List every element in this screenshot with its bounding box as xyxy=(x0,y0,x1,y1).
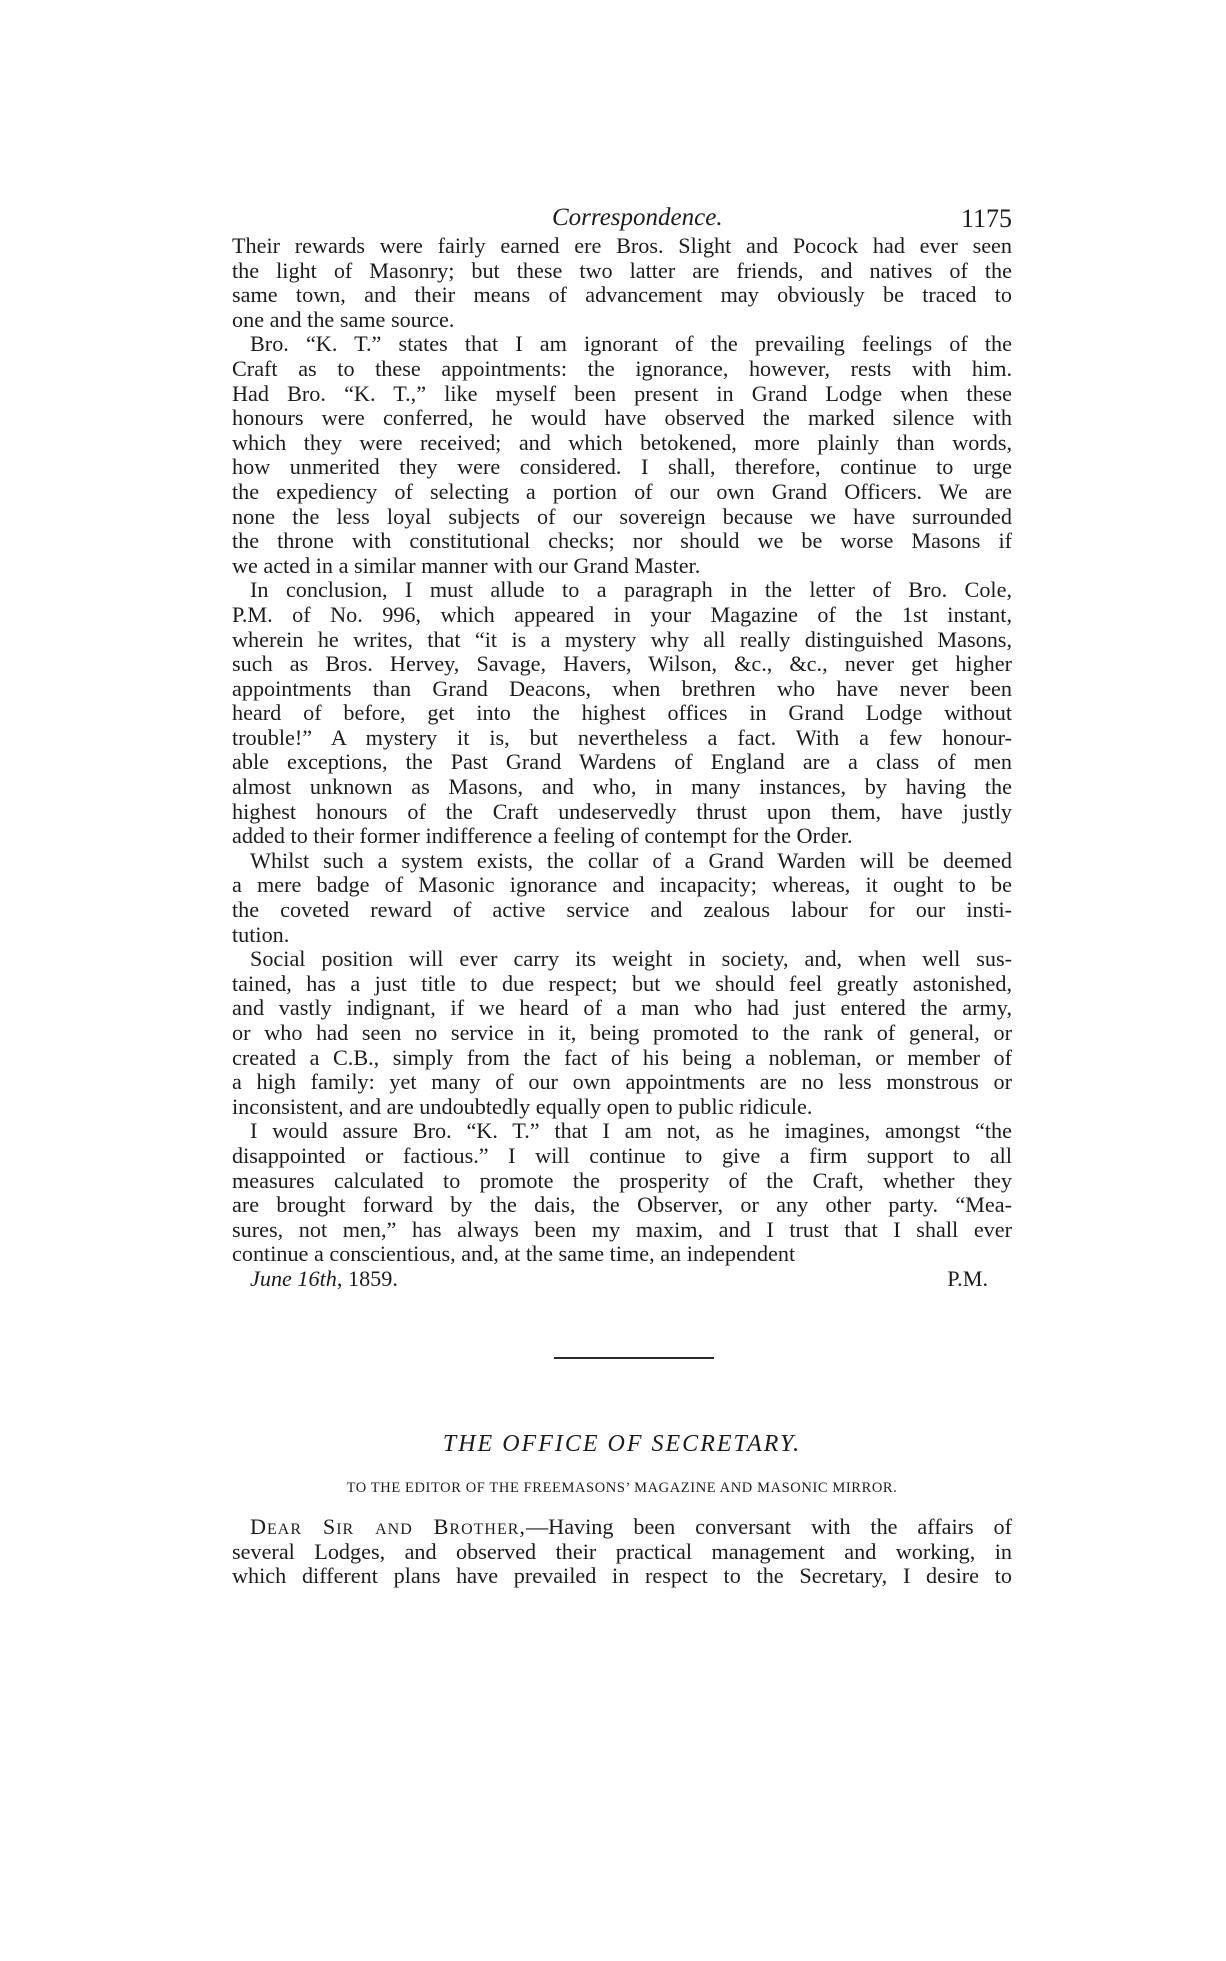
text-line: same town, and their means of advancement may obviously be traced to xyxy=(232,282,1012,308)
text-line: the throne with constitutional checks; nor should we be worse Masons if xyxy=(232,528,1012,554)
text-line: a high family: yet many of our own appointments are no less monstrous or xyxy=(232,1069,1012,1095)
text-line: which they were received; and which betokened, more plainly than words, xyxy=(232,429,1012,455)
text-line: honours were conferred, he would have observed the marked silence with xyxy=(232,405,1012,431)
text-line: wherein he writes, that “it is a mystery why all really distinguished Masons, xyxy=(232,626,1012,652)
paragraph xyxy=(232,849,1012,947)
text-line: the expediency of selecting a portion of our own Grand Officers. We are xyxy=(232,478,1012,504)
text-line: Social position will ever carry its weight in society, and, when well sus- xyxy=(250,946,1012,972)
text-line: Had Bro. “K. T.,” like myself been present in Grand Lodge when these xyxy=(232,380,1012,406)
section-divider xyxy=(554,1357,714,1359)
section-address: TO THE EDITOR OF THE FREEMASONS’ MAGAZINE AND MASONIC MIRROR. xyxy=(346,1479,898,1496)
paragraph xyxy=(232,1119,1012,1267)
text-line: one and the same source. xyxy=(232,306,455,332)
letter-signoff xyxy=(232,1267,1012,1293)
text-line: we acted in a similar manner with our Grand Master. xyxy=(232,552,701,578)
text-line: appointments than Grand Deacons, when brethren who have never been xyxy=(232,675,1012,701)
paragraph xyxy=(232,578,1012,849)
text-line: measures calculated to promote the prosperity of the Craft, whether they xyxy=(232,1167,1012,1193)
running-head-title: Correspondence. xyxy=(552,204,723,231)
section-body xyxy=(232,1515,1012,1589)
text-line: and vastly indignant, if we heard of a man who had just entered the army, xyxy=(232,995,1012,1021)
text-line: the coveted reward of active service and zealous labour for our insti- xyxy=(232,897,1012,923)
page xyxy=(232,190,1012,1589)
letter-date-year: , 1859. xyxy=(336,1265,398,1291)
text-line: how unmerited they were considered. I shall, therefore, continue to urge xyxy=(232,454,1012,480)
paragraph xyxy=(232,234,1012,332)
text-line: are brought forward by the dais, the Observer, or any other party. “Mea- xyxy=(232,1192,1012,1218)
text-line: such as Bros. Hervey, Savage, Havers, Wilson, &c., &c., never get higher xyxy=(232,651,1012,677)
text-line: P.M. of No. 996, which appeared in your Magazine of the 1st instant, xyxy=(232,601,1012,627)
text-line: created a C.B., simply from the fact of his being a nobleman, or member of xyxy=(232,1044,1012,1070)
text-line: In conclusion, I must allude to a paragraph in the letter of Bro. Cole, xyxy=(250,577,1012,603)
letter-signature: P.M. xyxy=(947,1265,988,1291)
text-line: the light of Masonry; but these two latter are friends, and natives of the xyxy=(232,257,1012,283)
text-line: sures, not men,” has always been my maxim, and I trust that I shall ever xyxy=(232,1216,1012,1242)
text-line: Bro. “K. T.” states that I am ignorant of the prevailing feelings of the xyxy=(250,331,1012,357)
letter-date-day: June 16th xyxy=(250,1265,337,1291)
article-body xyxy=(232,234,1012,1267)
text-line: highest honours of the Craft undeservedly thrust upon them, have justly xyxy=(232,798,1012,824)
text-line: heard of before, get into the highest offices in Grand Lodge without xyxy=(232,700,1012,726)
paragraph xyxy=(232,947,1012,1119)
page-number: 1175 xyxy=(960,204,1012,233)
text-line: which different plans have prevailed in respect to the Secretary, I desire to xyxy=(232,1563,1012,1589)
text-line: continue a conscientious, and, at the same time, an independent xyxy=(232,1241,796,1267)
text-line: disappointed or factious.” I will continue to give a firm support to all xyxy=(232,1142,1012,1168)
text-line: Their rewards were fairly earned ere Bros. Slight and Pocock had ever seen xyxy=(232,233,1012,258)
text-line: or who had seen no service in it, being promoted to the rank of general, or xyxy=(232,1020,1012,1045)
text-line: several Lodges, and observed their practical management and working, in xyxy=(232,1538,1012,1564)
text-line: Whilst such a system exists, the collar of a Grand Warden will be deemed xyxy=(250,847,1012,873)
text-line: inconsistent, and are undoubtedly equally open to public ridicule. xyxy=(232,1093,813,1119)
text-line: trouble!” A mystery it is, but nevertheless a fact. With a few honour- xyxy=(232,724,1012,750)
text-line: Craft as to these appointments: the ignorance, however, rests with him. xyxy=(232,355,1012,381)
text-line: tution. xyxy=(232,921,290,947)
text-line xyxy=(232,1515,1012,1540)
running-head xyxy=(232,190,1012,234)
section-title: THE OFFICE OF SECRETARY. xyxy=(442,1430,802,1457)
text-line: a mere badge of Masonic ignorance and incapacity; whereas, it ought to be xyxy=(232,872,1012,898)
salutation: Dear Sir and Brother, xyxy=(250,1513,526,1539)
text-line: added to their former indifference a feeling of contempt for the Order. xyxy=(232,823,853,849)
text-line: tained, has a just title to due respect; but we should feel greatly astonished, xyxy=(232,970,1012,996)
text-line: none the less loyal subjects of our sovereign because we have surrounded xyxy=(232,503,1012,529)
paragraph xyxy=(232,332,1012,578)
letter-date xyxy=(250,1267,398,1292)
text-line: able exceptions, the Past Grand Wardens of England are a class of men xyxy=(232,749,1012,775)
salutation-continuation: —Having been conversant with the affairs of xyxy=(525,1513,1012,1539)
text-line: I would assure Bro. “K. T.” that I am not, as he imagines, amongst “the xyxy=(250,1118,1012,1144)
text-line: almost unknown as Masons, and who, in many instances, by having the xyxy=(232,774,1012,800)
